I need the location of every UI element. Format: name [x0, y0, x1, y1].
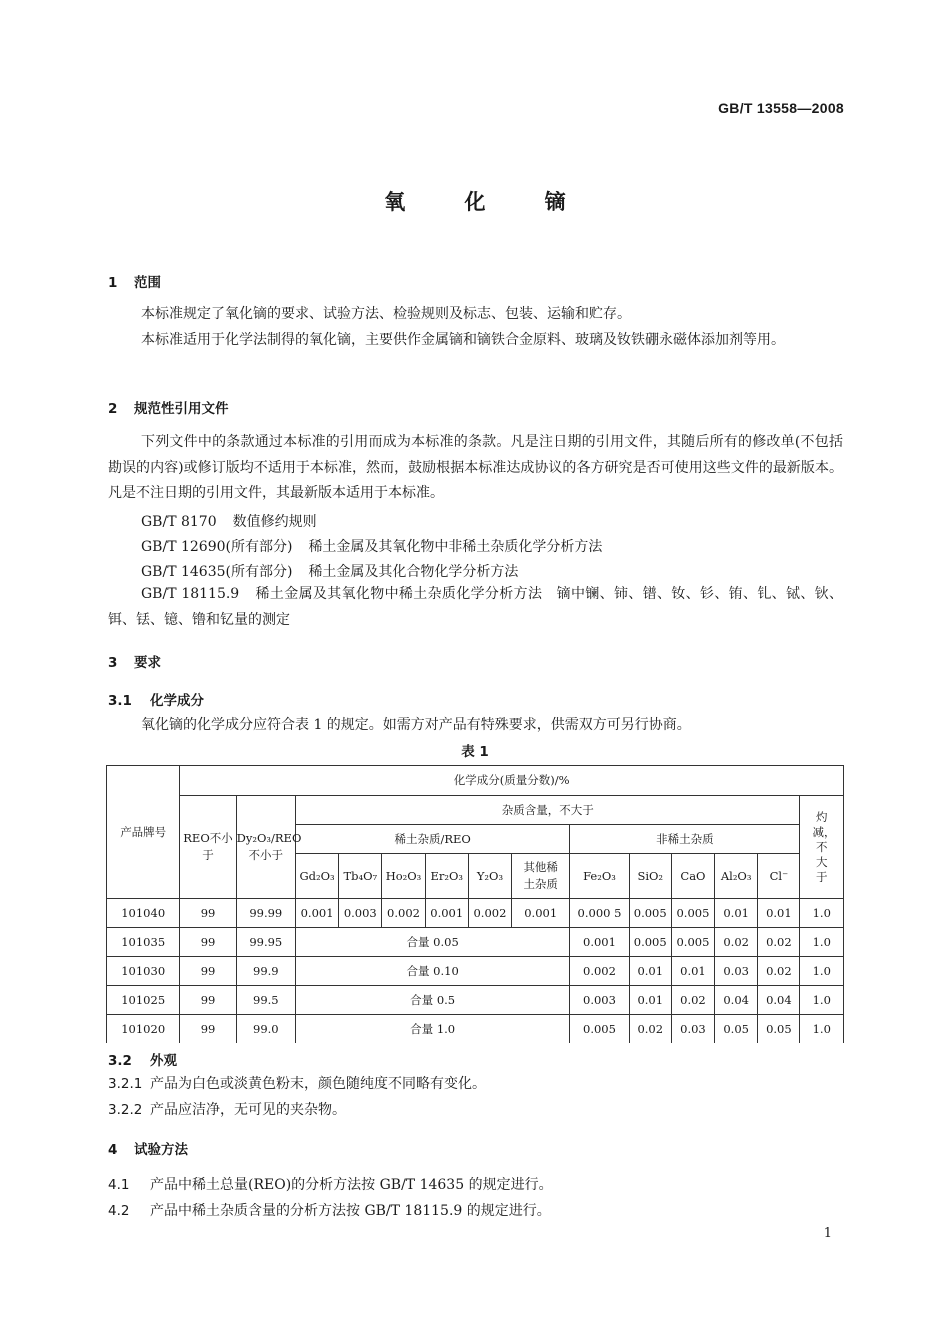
cell-sio2: 0.005: [629, 928, 671, 957]
reference-title: 稀土金属及其氧化物中稀土杂质化学分析方法 镝中镧、铈、镨、钕、钐、铕、钆、铽、钬、铒、铥、镱、镥和钇量的测定: [108, 586, 844, 628]
reference-title: 稀土金属及其氧化物中非稀土杂质化学分析方法: [308, 539, 603, 555]
section-title: 范围: [134, 275, 161, 291]
header-other-re-impurities: 其他稀土杂质: [512, 854, 570, 899]
reference-item: [108, 582, 843, 633]
cell-al2o3: 0.01: [715, 899, 758, 928]
clause-4-1: [108, 1174, 553, 1194]
cell-reo: 99: [180, 1015, 236, 1044]
cell-brand: 101025: [107, 986, 180, 1015]
cell-dy: 99.0: [236, 1015, 295, 1044]
clause-3-2-2: [108, 1099, 346, 1119]
chemical-composition-table: [106, 765, 844, 1043]
cell-cao: 0.01: [671, 957, 714, 986]
cell-fe2o3: 0.005: [570, 1015, 629, 1044]
cell-fe2o3: 0.001: [570, 928, 629, 957]
cell-other-re: 0.001: [512, 899, 570, 928]
reference-code: GB/T 14635(所有部分): [141, 564, 293, 580]
clause-number: 3.2.1: [108, 1076, 143, 1092]
cell-loss: 1.0: [800, 957, 844, 986]
reference-title: 稀土金属及其化合物化学分析方法: [308, 564, 519, 580]
cell-brand: 101030: [107, 957, 180, 986]
cell-al2o3: 0.05: [715, 1015, 758, 1044]
clause-text: 产品中稀土杂质含量的分析方法按 GB/T 18115.9 的规定进行。: [150, 1203, 551, 1219]
header-tb4o7: Tb₄O₇: [339, 854, 382, 899]
section-title: 试验方法: [134, 1142, 188, 1158]
cell-brand: 101040: [107, 899, 180, 928]
table-row: [107, 899, 844, 928]
section-number: 2: [108, 401, 118, 417]
section-1-heading: [108, 271, 161, 291]
clause-text: 产品应洁净，无可见的夹杂物。: [150, 1102, 346, 1118]
cell-re-total: 合量 0.10: [295, 957, 569, 986]
clause-number: 4.1: [108, 1177, 130, 1193]
cell-dy: 99.99: [236, 899, 295, 928]
cell-reo: 99: [180, 957, 236, 986]
table-caption: 表 1: [461, 744, 489, 760]
section-1-para-2: 本标准适用于化学法制得的氧化镝，主要供作金属镝和镝铁合金原料、玻璃及钕铁硼永磁体添加剂等用。: [141, 332, 785, 348]
document-title: 氧 化 镝: [384, 190, 592, 214]
section-title: 规范性引用文件: [134, 401, 229, 417]
clause-text: 产品为白色或淡黄色粉末，颜色随纯度不同略有变化。: [150, 1076, 486, 1092]
cell-al2o3: 0.03: [715, 957, 758, 986]
cell-al2o3: 0.02: [715, 928, 758, 957]
reference-code: GB/T 18115.9: [141, 586, 240, 602]
clause-number: 4.2: [108, 1203, 130, 1219]
cell-re-total: 合量 0.05: [295, 928, 569, 957]
header-brand: 产品牌号: [107, 766, 180, 899]
header-rare-earth-impurities: 稀土杂质/REO: [295, 825, 569, 854]
standard-number: GB/T 13558—2008: [718, 100, 844, 116]
table-row: [107, 986, 844, 1015]
section-1-para-1: 本标准规定了氧化镝的要求、试验方法、检验规则及标志、包装、运输和贮存。: [141, 306, 631, 322]
cell-cl: 0.02: [758, 928, 800, 957]
header-fe2o3: Fe₂O₃: [570, 854, 629, 899]
reference-item: [141, 561, 518, 581]
header-cao: CaO: [671, 854, 714, 899]
header-gd2o3: Gd₂O₃: [295, 854, 338, 899]
section-2-heading: [108, 397, 229, 417]
header-er2o3: Er₂O₃: [425, 854, 468, 899]
section-3-1-heading: [108, 689, 204, 709]
header-y2o3: Y₂O₃: [468, 854, 511, 899]
cell-tb4o7: 0.003: [339, 899, 382, 928]
header-impurity-content: 杂质含量，不大于: [295, 796, 800, 825]
cell-fe2o3: 0.003: [570, 986, 629, 1015]
cell-loss: 1.0: [800, 899, 844, 928]
header-al2o3: Al₂O₃: [715, 854, 758, 899]
cell-al2o3: 0.04: [715, 986, 758, 1015]
table-row: [107, 928, 844, 957]
clause-number: 3.2.2: [108, 1102, 143, 1118]
section-2-para-1: 下列文件中的条款通过本标准的引用而成为本标准的条款。凡是注日期的引用文件，其随后所有的修改单(不包括勘误的内容)或修订版均不适用于本标准，然而，鼓励根据本标准达成协议的各方研究是否可使用这些文件的最新版本。凡是不注日期的引用文件，其最新版本适用于本标准。: [108, 434, 843, 501]
section-3-2-heading: [108, 1049, 177, 1069]
cell-cao: 0.02: [671, 986, 714, 1015]
section-number: 3.2: [108, 1053, 132, 1069]
cell-cl: 0.01: [758, 899, 800, 928]
cell-dy: 99.9: [236, 957, 295, 986]
table-row: [107, 1015, 844, 1044]
section-3-heading: [108, 651, 161, 671]
reference-title: 数值修约规则: [232, 514, 317, 530]
header-cl: Cl⁻: [758, 854, 800, 899]
section-3-1-text: 氧化镝的化学成分应符合表 1 的规定。如需方对产品有特殊要求，供需双方可另行协商。: [141, 717, 691, 733]
cell-cao: 0.005: [671, 899, 714, 928]
header-reo: REO不小于: [180, 796, 236, 899]
cell-ho2o3: 0.002: [382, 899, 425, 928]
cell-er2o3: 0.001: [425, 899, 468, 928]
cell-sio2: 0.02: [629, 1015, 671, 1044]
header-sio2: SiO₂: [629, 854, 671, 899]
cell-re-total: 合量 0.5: [295, 986, 569, 1015]
table-row: [107, 957, 844, 986]
cell-loss: 1.0: [800, 986, 844, 1015]
cell-dy: 99.95: [236, 928, 295, 957]
reference-code: GB/T 8170: [141, 514, 217, 530]
cell-cao: 0.03: [671, 1015, 714, 1044]
cell-reo: 99: [180, 986, 236, 1015]
cell-gd2o3: 0.001: [295, 899, 338, 928]
section-number: 1: [108, 275, 118, 291]
reference-item: [141, 536, 602, 556]
clause-text: 产品中稀土总量(REO)的分析方法按 GB/T 14635 的规定进行。: [150, 1177, 553, 1193]
section-number: 4: [108, 1142, 118, 1158]
cell-sio2: 0.005: [629, 899, 671, 928]
section-number: 3.1: [108, 693, 132, 709]
cell-fe2o3: 0.002: [570, 957, 629, 986]
cell-y2o3: 0.002: [468, 899, 511, 928]
section-title: 外观: [150, 1053, 177, 1069]
header-loss-on-ignition: 灼减，不大于: [800, 796, 844, 899]
cell-loss: 1.0: [800, 1015, 844, 1044]
cell-cl: 0.04: [758, 986, 800, 1015]
section-4-heading: [108, 1138, 188, 1158]
cell-sio2: 0.01: [629, 957, 671, 986]
cell-brand: 101020: [107, 1015, 180, 1044]
clause-4-2: [108, 1200, 551, 1220]
cell-cao: 0.005: [671, 928, 714, 957]
header-dy-ratio: Dy₂O₃/REO不小于: [236, 796, 295, 899]
reference-code: GB/T 12690(所有部分): [141, 539, 293, 555]
section-title: 要求: [134, 655, 161, 671]
section-number: 3: [108, 655, 118, 671]
clause-3-2-1: [108, 1073, 486, 1093]
reference-item: [141, 511, 317, 531]
header-chemical-composition: 化学成分(质量分数)/%: [180, 766, 844, 796]
cell-sio2: 0.01: [629, 986, 671, 1015]
cell-reo: 99: [180, 899, 236, 928]
page-number: 1: [823, 1226, 832, 1241]
cell-fe2o3: 0.000 5: [570, 899, 629, 928]
cell-reo: 99: [180, 928, 236, 957]
cell-re-total: 合量 1.0: [295, 1015, 569, 1044]
header-non-rare-earth-impurities: 非稀土杂质: [570, 825, 800, 854]
cell-cl: 0.05: [758, 1015, 800, 1044]
header-ho2o3: Ho₂O₃: [382, 854, 425, 899]
cell-cl: 0.02: [758, 957, 800, 986]
cell-dy: 99.5: [236, 986, 295, 1015]
cell-loss: 1.0: [800, 928, 844, 957]
cell-brand: 101035: [107, 928, 180, 957]
section-title: 化学成分: [150, 693, 204, 709]
